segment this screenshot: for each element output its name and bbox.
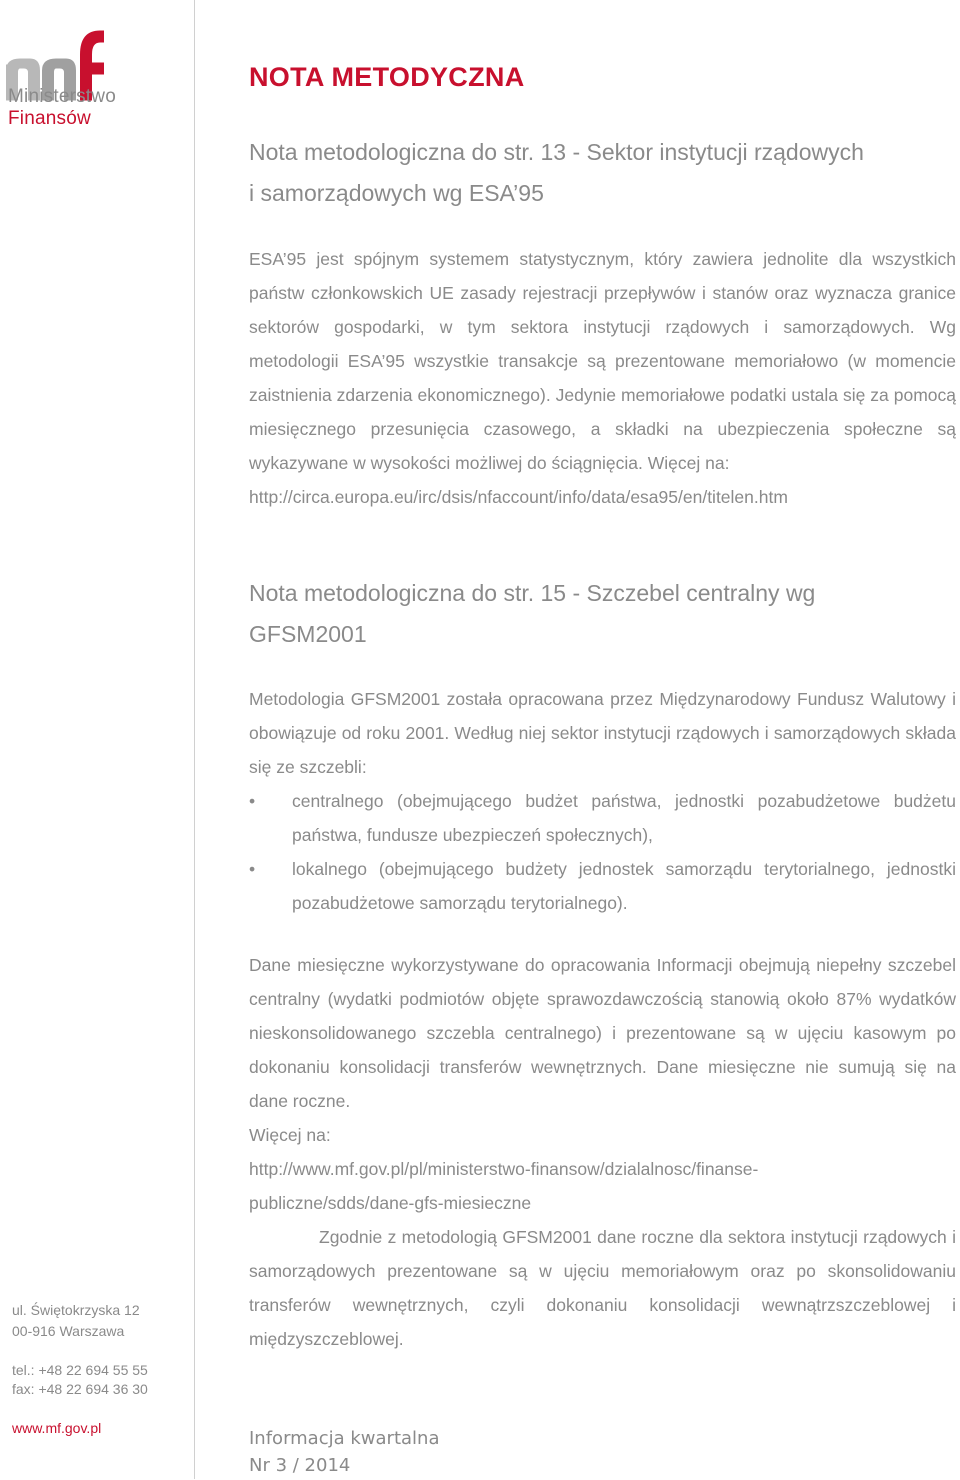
list-item <box>249 852 956 920</box>
bullet-icon: • <box>249 791 256 811</box>
section2-heading <box>249 573 949 655</box>
section2-intro: Metodologia GFSM2001 została opracowana przez Międzynarodowy Fundusz Walutowy i obowiązuje od roku 2001. Według niej sektor instytucji rządowych i samorządowych składa się ze szczebli: <box>249 689 956 777</box>
section2-heading-line1: Nota metodologiczna do str. 15 - Szczebel centralny wg <box>249 580 816 606</box>
phone-number: tel.: +48 22 694 55 55 <box>12 1362 148 1378</box>
section2-final-paragraph: Zgodnie z metodologią GFSM2001 dane roczne dla sektora instytucji rządowych i samorządowych prezentowane są w ujęciu memoriałowym oraz po skonsolidowaniu transferów wewnętrznych, czyli dokonaniu konsolidacji wewnątrzszczeblowej i międzyszczeblowej. <box>249 1227 956 1349</box>
levels-list <box>249 784 956 920</box>
section1-heading-line2: i samorządowych wg ESA’95 <box>249 180 544 206</box>
fax-number: fax: +48 22 694 36 30 <box>12 1381 148 1397</box>
sidebar-divider <box>194 0 195 1479</box>
list-item-text: lokalnego (obejmującego budżety jednostek samorządu terytorialnego, jednostki pozabudżetowe samorządu terytorialnego). <box>292 859 956 913</box>
more-label: Więcej na: <box>249 1125 331 1145</box>
section1-heading <box>249 132 949 214</box>
esa95-link[interactable]: http://circa.europa.eu/irc/dsis/nfaccount/info/data/esa95/en/titelen.htm <box>249 487 788 507</box>
bullet-icon: • <box>249 859 256 879</box>
list-item <box>249 784 956 852</box>
logo-line1: Ministerstwo <box>8 86 116 107</box>
section1-heading-line1: Nota metodologiczna do str. 13 - Sektor instytucji rządowych <box>249 139 864 165</box>
list-item-text: centralnego (obejmującego budżet państwa, jednostki pozabudżetowe budżetu państwa, fundusze ubezpieczeń społecznych), <box>292 791 956 845</box>
address-line2: 00-916 Warszawa <box>12 1323 125 1339</box>
page-title: NOTA METODYCZNA <box>249 62 525 92</box>
logo-wordmark <box>8 86 116 130</box>
section1-body <box>249 242 956 514</box>
section2-body <box>249 948 956 1356</box>
section2-heading-line2: GFSM2001 <box>249 621 367 647</box>
gfs-link-line2[interactable]: publiczne/sdds/dane-gfs-miesieczne <box>249 1193 532 1213</box>
issue-number: Nr 3 / 2014 <box>249 1455 351 1476</box>
publication-name: Informacja kwartalna <box>249 1428 440 1449</box>
section1-paragraph: ESA’95 jest spójnym systemem statystycznym, który zawiera jednolite dla wszystkich państw członkowskich UE zasady rejestracji przepływów i stanów oraz wyznacza granice sektorów gospodarki, w tym sektora instytucji rządowych i samorządowych. Wg metodologii ESA’95 wszystkie transakcje są prezentowane memoriałowo (w momencie zaistnienia zdarzenia ekonomicznego). Jedynie memoriałowe podatki ustala się za pomocą miesięcznego przesunięcia czasowego, a składki na ubezpieczenia społeczne są wykazywane w wysokości możliwej do ściągnięcia. Więcej na: <box>249 249 956 473</box>
logo-line2: Finansów <box>8 108 91 129</box>
gfs-link-line1[interactable]: http://www.mf.gov.pl/pl/ministerstwo-finansow/dzialalnosc/finanse- <box>249 1159 759 1179</box>
section2-paragraph: Dane miesięczne wykorzystywane do opracowania Informacji obejmują niepełny szczebel centralny (wydatki podmiotów objęte sprawozdawczością stanowią około 87% wydatków nieskonsolidowanego szczebla centralnego) i prezentowane są w ujęciu kasowym po dokonaniu konsolidacji transferów wewnętrznych. Dane miesięczne nie sumują się na dane roczne. <box>249 955 956 1111</box>
website-link[interactable]: www.mf.gov.pl <box>12 1420 102 1436</box>
address-line1: ul. Świętokrzyska 12 <box>12 1302 140 1318</box>
gfs-link[interactable] <box>249 1152 956 1220</box>
